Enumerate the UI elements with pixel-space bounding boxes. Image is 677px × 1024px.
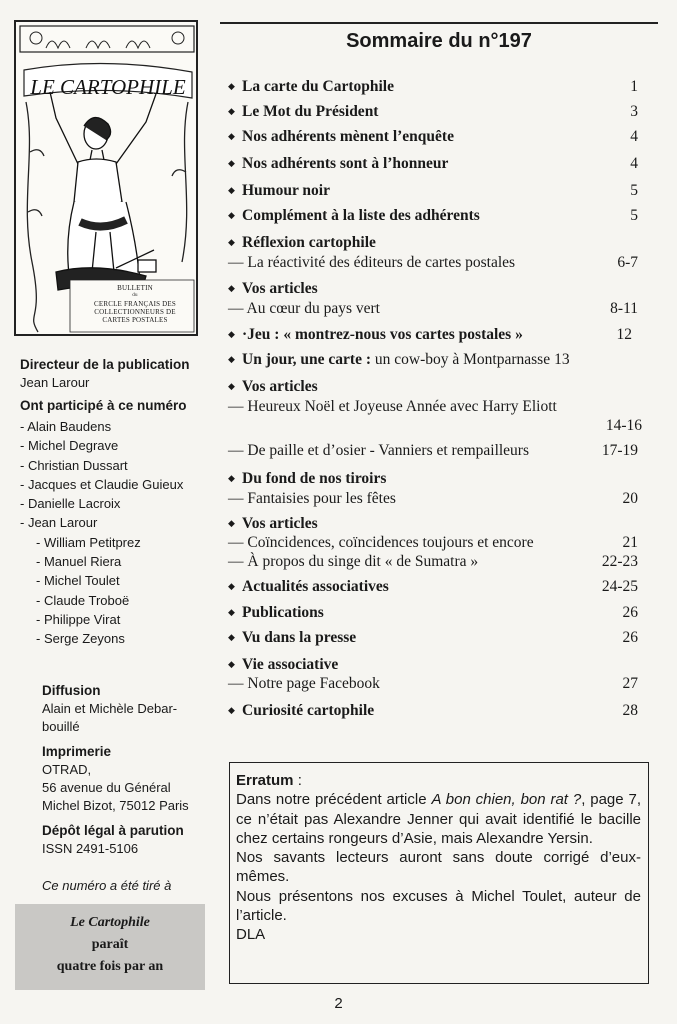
- diamond-bullet-icon: ◆: [228, 211, 235, 221]
- toc-page: 5: [630, 207, 638, 224]
- toc-entry: [228, 470, 638, 488]
- toc-title: Le Mot du Président: [242, 103, 379, 120]
- list-item: - Danielle Lacroix: [20, 496, 121, 512]
- toc-title: Actualités associatives: [242, 578, 389, 595]
- toc-subtitle: — Au cœur du pays vert: [228, 300, 380, 317]
- toc-entry: [228, 182, 638, 200]
- toc-subtitle: — Fantaisies pour les fêtes: [228, 490, 396, 507]
- toc-entry: [228, 378, 638, 396]
- diamond-bullet-icon: ◆: [228, 186, 235, 196]
- toc-inline-subtitle: un cow-boy à Montparnasse: [371, 351, 551, 368]
- toc-subtitle: — À propos du singe dit « de Sumatra »: [228, 553, 479, 570]
- toc-page: 12: [616, 326, 632, 343]
- diamond-bullet-icon: ◆: [228, 355, 235, 365]
- title-rule: [220, 22, 658, 24]
- toc-page: 28: [622, 702, 638, 719]
- toc-page: 4: [630, 128, 638, 145]
- printer-line: OTRAD,: [42, 762, 92, 777]
- printer-line: Michel Bizot, 75012 Paris: [42, 798, 189, 813]
- toc-page: 8-11: [610, 300, 638, 317]
- toc-entry: [228, 78, 638, 96]
- director-name: Jean Larour: [20, 375, 90, 390]
- toc-page: 14-16: [605, 417, 642, 434]
- toc-entry: [228, 207, 638, 225]
- toc-page: 3: [630, 103, 638, 120]
- erratum-article-title: A bon chien, bon rat ?: [431, 791, 582, 809]
- badge-line: quatre fois par an: [56, 959, 164, 974]
- list-item: - Manuel Riera: [36, 554, 122, 570]
- toc-entry: [228, 515, 638, 533]
- erratum-text: Dans notre précédent article: [236, 791, 432, 809]
- page-number: 2: [334, 995, 343, 1012]
- toc-page: 17-19: [601, 442, 638, 459]
- erratum-text: Nos savants lecteurs auront sans doute corrigé d’eux-mêmes.: [236, 849, 641, 886]
- toc-title: Complément à la liste des adhérents: [242, 207, 480, 224]
- toc-sub-entry: [228, 254, 638, 272]
- toc-page: 26: [622, 604, 638, 621]
- toc-page: 22-23: [601, 553, 638, 570]
- toc-page: 1: [630, 78, 638, 95]
- contributors-list: [20, 417, 205, 649]
- toc-title: Nos adhérents sont à l’honneur: [242, 155, 449, 172]
- diamond-bullet-icon: ◆: [228, 382, 235, 392]
- toc-page: 24-25: [601, 578, 638, 595]
- diamond-bullet-icon: ◆: [228, 660, 235, 670]
- bulletin-line: du: [132, 293, 138, 298]
- diamond-bullet-icon: ◆: [228, 519, 235, 529]
- toc-page: 6-7: [617, 254, 638, 271]
- toc-entry: [228, 280, 638, 298]
- toc-sub-entry: [228, 442, 638, 460]
- diamond-bullet-icon: ◆: [228, 582, 235, 592]
- list-item: - Jean Larour: [20, 515, 98, 531]
- toc-sub-entry: [228, 398, 638, 416]
- toc-subtitle: — De paille et d’osier - Vanniers et rempailleurs: [228, 442, 530, 459]
- toc-entry: [228, 702, 638, 720]
- list-item: - Alain Baudens: [20, 419, 112, 434]
- toc-sub-entry: [228, 675, 638, 693]
- toc-title: Vie associative: [242, 656, 339, 673]
- diffusion-line: Alain et Michèle Debar-: [42, 701, 178, 716]
- list-item: - Claude Troboë: [36, 592, 130, 608]
- toc-subtitle: — Notre page Facebook: [228, 675, 380, 692]
- diffusion-heading: Diffusion: [42, 683, 101, 698]
- toc-title: Nos adhérents mènent l’enquête: [242, 128, 454, 145]
- diamond-bullet-icon: ◆: [228, 107, 235, 117]
- toc-sub-entry: [228, 490, 638, 508]
- list-item: - Jacques et Claudie Guieux: [20, 476, 184, 492]
- toc-title: Un jour, une carte :: [242, 351, 372, 368]
- bulletin-line: BULLETIN: [117, 284, 153, 292]
- toc-subtitle: — La réactivité des éditeurs de cartes postales: [228, 254, 516, 271]
- toc-title: Humour noir: [242, 182, 330, 199]
- toc-sub-entry: [228, 534, 638, 552]
- toc-entry: [228, 128, 638, 146]
- toc-entry: [228, 351, 638, 369]
- list-item: - Christian Dussart: [20, 457, 128, 473]
- erratum-signature: DLA: [236, 926, 266, 944]
- toc-entry: [228, 103, 638, 121]
- toc-page: 4: [630, 155, 638, 172]
- erratum-box: [229, 762, 649, 984]
- erratum-text: Nous présentons nos excuses à Michel Toulet, auteur de l’article.: [236, 887, 641, 925]
- legal-heading: Dépôt légal à parution: [42, 823, 184, 838]
- toc-entry: [228, 326, 638, 344]
- erratum-title: Erratum: [236, 772, 294, 789]
- toc-subtitle: — Coïncidences, coïncidences toujours et encore: [228, 534, 534, 551]
- toc-entry: [228, 656, 638, 674]
- bulletin-line: CARTES POSTALES: [102, 316, 168, 324]
- diamond-bullet-icon: ◆: [228, 284, 235, 294]
- badge-line: paraît: [91, 937, 129, 952]
- director-heading: Directeur de la publication: [20, 357, 190, 372]
- diamond-bullet-icon: ◆: [228, 82, 235, 92]
- diamond-bullet-icon: ◆: [228, 330, 235, 340]
- logo-bulletin-text: [76, 284, 194, 324]
- toc-title: Publications: [242, 604, 324, 621]
- publication-info: [42, 675, 207, 858]
- diamond-bullet-icon: ◆: [228, 132, 235, 142]
- erratum-text: , page 7, ce n’était pas Alexandre Jenner qui avait identifié le bacille chez certains rongeurs d’Asie, mais Alexandre Yersin.: [236, 791, 641, 847]
- toc-title: La carte du Cartophile: [242, 78, 394, 95]
- toc-entry: [228, 234, 638, 252]
- list-item: - William Petitprez: [36, 534, 141, 550]
- bulletin-line: CERCLE FRANÇAIS DES: [94, 300, 176, 308]
- issn: ISSN 2491-5106: [42, 841, 139, 856]
- toc-entry: [228, 629, 638, 647]
- list-item: - Philippe Virat: [36, 611, 121, 627]
- bulletin-line: COLLECTIONNEURS DE: [94, 308, 176, 316]
- diamond-bullet-icon: ◆: [228, 633, 235, 643]
- toc-page: 5: [630, 182, 638, 199]
- diamond-bullet-icon: ◆: [228, 238, 235, 248]
- contributors-heading: Ont participé à ce numéro: [20, 398, 187, 413]
- toc-entry: [228, 155, 638, 173]
- diamond-bullet-icon: ◆: [228, 159, 235, 169]
- credits-block: [20, 355, 205, 649]
- toc-title: Vos articles: [242, 280, 318, 297]
- summary-title: Sommaire du n°197: [346, 30, 532, 52]
- toc-title: Vos articles: [242, 515, 318, 532]
- diamond-bullet-icon: ◆: [228, 706, 235, 716]
- toc-title: ·Jeu : « montrez-nous vos cartes postales »: [242, 326, 523, 343]
- toc-sub-entry: [228, 553, 638, 571]
- diffusion-line: bouillé: [42, 719, 80, 734]
- diamond-bullet-icon: ◆: [228, 474, 235, 484]
- toc-title: Réflexion cartophile: [242, 234, 376, 251]
- cartophile-logo: [14, 20, 198, 336]
- toc-entry: [228, 604, 638, 622]
- toc-page: 21: [622, 534, 638, 551]
- toc-title: Curiosité cartophile: [242, 702, 375, 719]
- toc-page: 26: [622, 629, 638, 646]
- toc-entry: [228, 578, 638, 596]
- toc-title: Vos articles: [242, 378, 318, 395]
- logo-title: LE CARTOPHILE: [30, 75, 186, 99]
- diamond-bullet-icon: ◆: [228, 608, 235, 618]
- print-run-note: Ce numéro a été tiré à: [42, 878, 172, 893]
- printer-heading: Imprimerie: [42, 744, 112, 759]
- toc-sub-entry: [228, 300, 638, 318]
- list-item: - Michel Toulet: [36, 573, 120, 589]
- toc-page: 13: [554, 351, 570, 368]
- toc-title: Vu dans la presse: [242, 629, 357, 646]
- toc-page: 20: [622, 490, 638, 507]
- toc-subtitle: — Heureux Noël et Joyeuse Année avec Harry Eliott: [228, 398, 557, 415]
- toc-title: Du fond de nos tiroirs: [242, 470, 387, 487]
- printer-line: 56 avenue du Général: [42, 780, 171, 795]
- frequency-badge: [15, 904, 205, 990]
- list-item: - Serge Zeyons: [36, 631, 125, 647]
- erratum-colon: :: [293, 772, 302, 789]
- toc-page: 27: [622, 675, 638, 692]
- list-item: - Michel Degrave: [20, 438, 119, 454]
- badge-line: Le Cartophile: [70, 915, 150, 930]
